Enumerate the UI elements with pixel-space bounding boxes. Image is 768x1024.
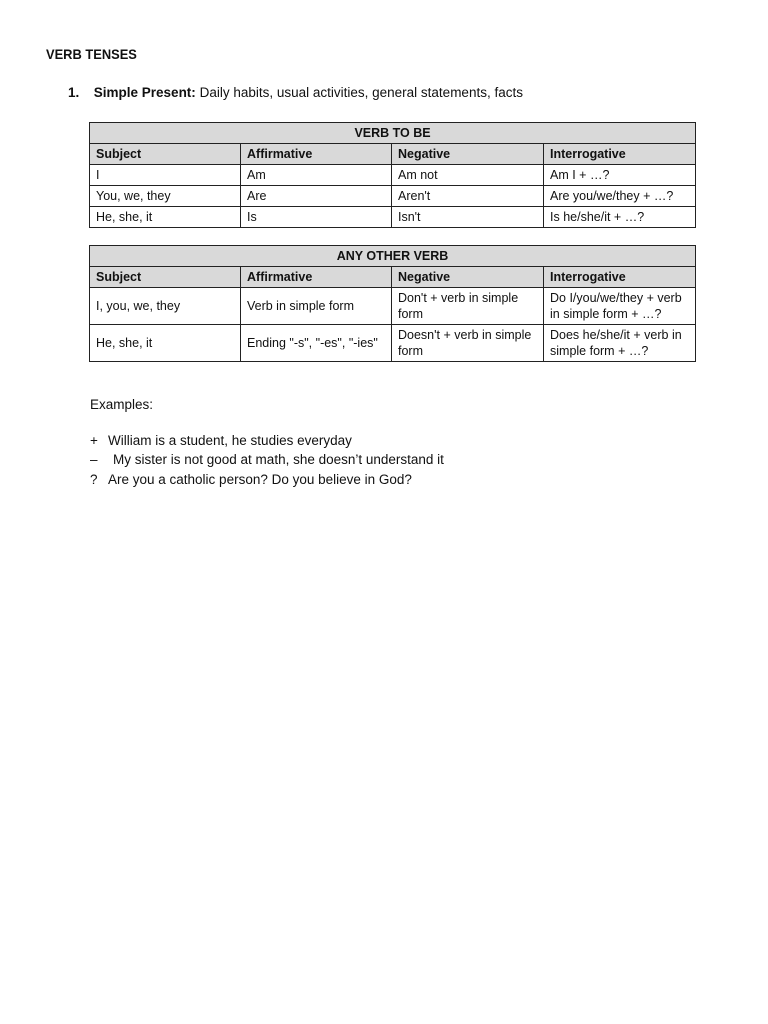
table-cell: Does he/she/it + verb in simple form + …? [544, 325, 696, 362]
example-item [90, 472, 412, 487]
column-header: Negative [392, 144, 544, 165]
table-cell: Don't + verb in simple form [392, 288, 544, 325]
table-caption: ANY OTHER VERB [90, 246, 696, 267]
table-cell: I, you, we, they [90, 288, 241, 325]
table-row [90, 325, 696, 362]
column-header: Negative [392, 267, 544, 288]
example-item [90, 433, 352, 448]
table-cell: Am not [392, 165, 544, 186]
example-text: My sister is not good at math, she doesn’t understand it [113, 452, 444, 467]
table-cell: Do I/you/we/they + verb in simple form + …? [544, 288, 696, 325]
section-heading [68, 85, 523, 100]
column-header: Interrogative [544, 144, 696, 165]
table-cell: He, she, it [90, 325, 241, 362]
table-cell: Doesn't + verb in simple form [392, 325, 544, 362]
any-other-verb-table [89, 245, 696, 362]
plus-symbol: + [90, 433, 98, 448]
table-cell: Is he/she/it + …? [544, 207, 696, 228]
table-cell: Am I + …? [544, 165, 696, 186]
table-header-row [90, 144, 696, 165]
table-cell: He, she, it [90, 207, 241, 228]
examples-label: Examples: [90, 397, 154, 412]
table-row [90, 165, 696, 186]
table-caption: VERB TO BE [90, 123, 696, 144]
question-symbol: ? [90, 472, 98, 487]
example-item [90, 452, 444, 467]
example-text: Are you a catholic person? Do you believe in God? [108, 472, 412, 487]
table-cell: Ending "-s", "-es", "-ies" [241, 325, 392, 362]
verb-to-be-table [89, 122, 696, 228]
table-cell: Am [241, 165, 392, 186]
table-row [90, 288, 696, 325]
table-row [90, 207, 696, 228]
table-header-row [90, 267, 696, 288]
section-description: Daily habits, usual activities, general statements, facts [195, 85, 523, 100]
table-cell: Are [241, 186, 392, 207]
table-row [90, 186, 696, 207]
example-text: William is a student, he studies everyday [108, 433, 352, 448]
column-header: Affirmative [241, 267, 392, 288]
table-cell: Verb in simple form [241, 288, 392, 325]
column-header: Interrogative [544, 267, 696, 288]
minus-symbol: – [90, 452, 98, 467]
table-cell: You, we, they [90, 186, 241, 207]
table-cell: I [90, 165, 241, 186]
section-term: Simple Present: [93, 85, 196, 100]
section-number: 1. [68, 85, 80, 100]
table-cell: Is [241, 207, 392, 228]
table-cell: Are you/we/they + …? [544, 186, 696, 207]
column-header: Affirmative [241, 144, 392, 165]
page-title: VERB TENSES [46, 46, 137, 62]
table-cell: Isn't [392, 207, 544, 228]
column-header: Subject [90, 267, 241, 288]
column-header: Subject [90, 144, 241, 165]
table-cell: Aren't [392, 186, 544, 207]
